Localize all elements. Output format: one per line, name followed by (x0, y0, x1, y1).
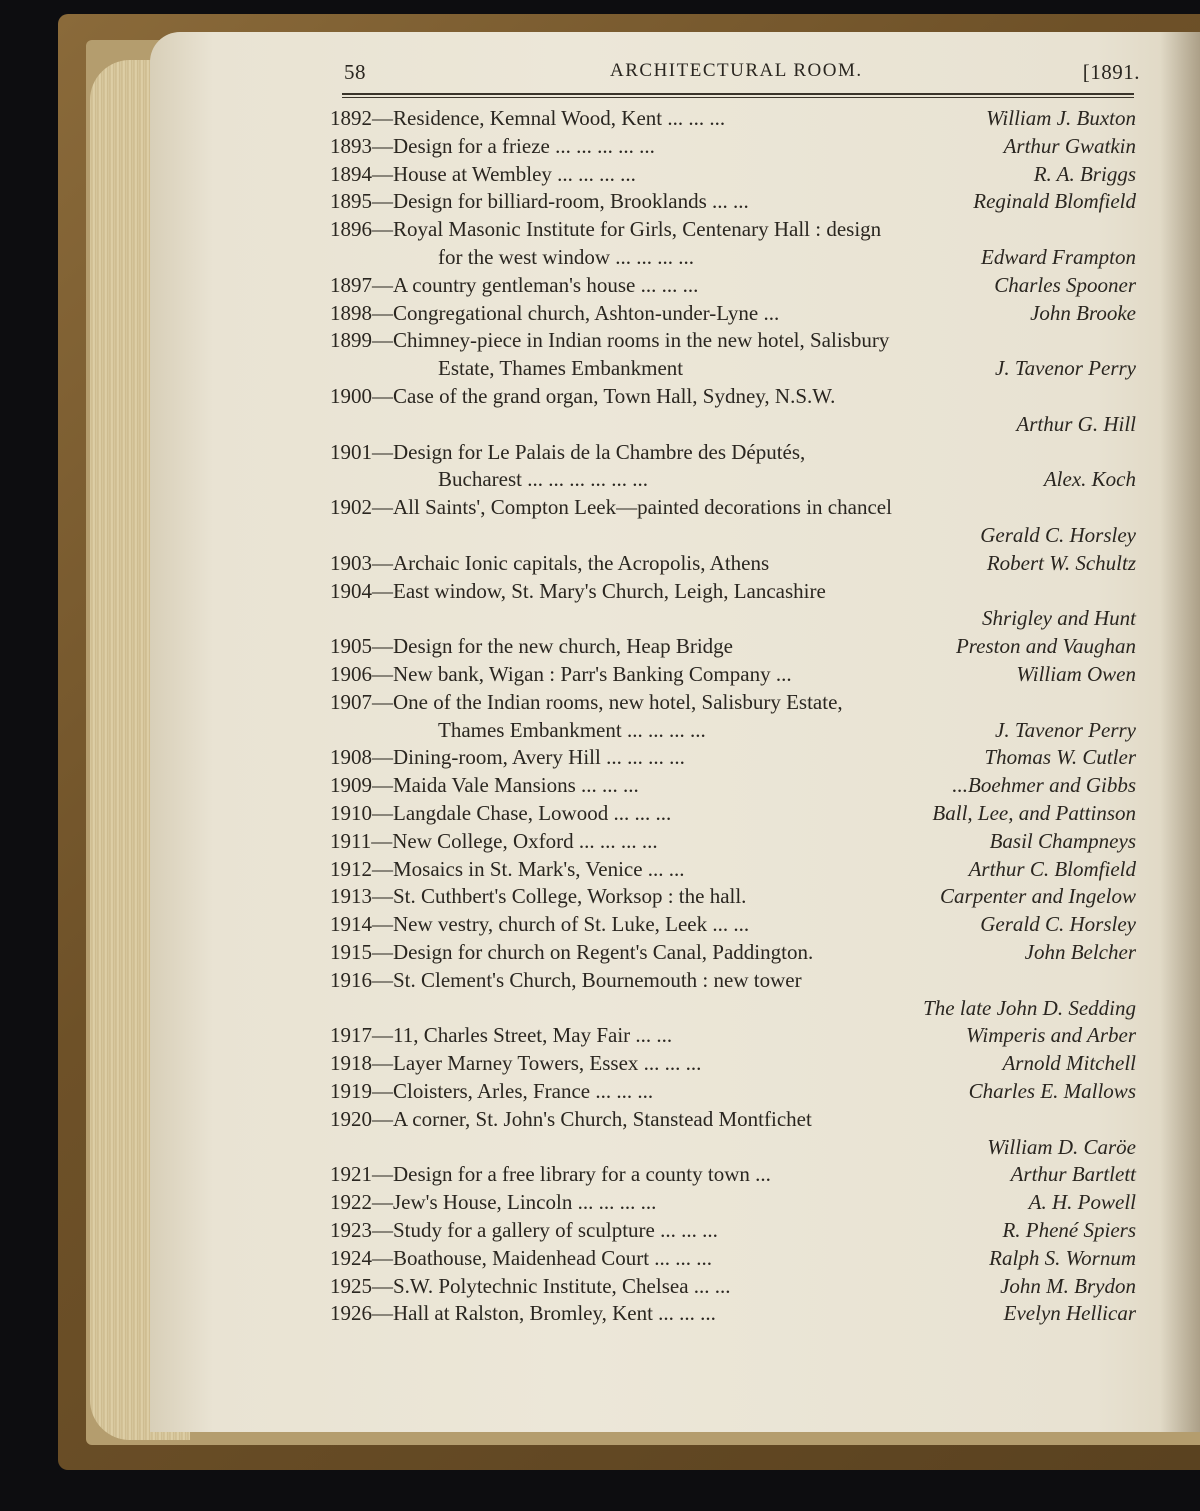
entry-title: 1926—Hall at Ralston, Bromley, Kent ... ... ... (330, 1301, 716, 1326)
entry-author: Arthur C. Blomfield (968, 856, 1136, 881)
entry-line (330, 799, 1136, 827)
entry-author: William Owen (1016, 662, 1136, 686)
entry-author: Preston and Vaughan (955, 634, 1136, 659)
entry-author: Alex. Koch (1043, 467, 1136, 492)
entry-line (330, 271, 1136, 299)
entry-title: 1901—Design for Le Palais de la Chambre des Députés, (330, 439, 806, 464)
entry-author: Charles E. Mallows (968, 1079, 1136, 1103)
entry-title: 1894—House at Wembley ... ... ... ... (330, 161, 636, 186)
entry-title: Thames Embankment ... ... ... ... (438, 717, 706, 742)
entry-author: Thomas W. Cutler (984, 745, 1136, 770)
entry-line (330, 1105, 1136, 1133)
entry-author: Basil Champneys (989, 828, 1136, 853)
entry-author: Robert W. Schultz (986, 550, 1136, 575)
header-rule (342, 93, 1134, 95)
entry-line (330, 660, 1136, 688)
entry-line (330, 1160, 1136, 1188)
entry-author: Ball, Lee, and Pattinson (932, 801, 1136, 825)
entry-line (330, 438, 1136, 466)
entry-title: for the west window ... ... ... ... (438, 245, 695, 269)
entry-author: William J. Buxton (986, 106, 1136, 130)
entry-line (330, 493, 1136, 521)
entry-author: Reginald Blomfield (973, 189, 1136, 214)
entry-line (330, 160, 1136, 188)
entry-line (330, 465, 1136, 493)
entry-author: Wimperis and Arber (966, 1023, 1136, 1048)
entry-title: 1914—New vestry, church of St. Luke, Leek ... ... (330, 912, 750, 937)
entry-line (330, 1188, 1136, 1216)
entry-line (330, 688, 1136, 716)
entry-author: Shrigley and Hunt (982, 606, 1136, 631)
entry-author: A. H. Powell (1028, 1190, 1136, 1215)
entry-title: 1895—Design for billiard-room, Brooklands ... ... (330, 189, 749, 214)
entry-line (330, 1216, 1136, 1244)
entry-title: 1907—One of the Indian rooms, new hotel, Salisbury Estate, (330, 689, 843, 714)
entry-title: 1911—New College, Oxford ... ... ... ... (330, 828, 658, 853)
entry-author: Gerald C. Horsley (980, 912, 1136, 937)
entry-title: 1892—Residence, Kemnal Wood, Kent ... ... ... (330, 106, 726, 130)
entry-line (330, 1049, 1136, 1077)
entry-line (330, 910, 1136, 938)
entry-line (330, 855, 1136, 883)
entry-author: Arnold Mitchell (1002, 1051, 1136, 1076)
entry-author: J. Tavenor Perry (995, 717, 1136, 742)
entry-line (330, 243, 1136, 271)
entry-line (330, 354, 1136, 382)
header-year: [1891. (1082, 60, 1140, 84)
entry-title: 1916—St. Clement's Church, Bournemouth : new tower (330, 967, 802, 992)
entry-author: John Belcher (1024, 940, 1136, 964)
entry-title: 1917—11, Charles Street, May Fair ... ... (330, 1023, 673, 1048)
entry-line (330, 326, 1136, 354)
entry-author: ...Boehmer and Gibbs (952, 773, 1136, 798)
entry-line (330, 743, 1136, 771)
entry-title: 1905—Design for the new church, Heap Bridge (330, 634, 733, 659)
entry-title: 1915—Design for church on Regent's Canal, Paddington. (330, 940, 814, 964)
entry-title: 1899—Chimney-piece in Indian rooms in the new hotel, Salisbury (330, 328, 890, 353)
entry-line (330, 632, 1136, 660)
entry-author: Evelyn Hellicar (1003, 1301, 1136, 1326)
entry-author: John M. Brydon (1000, 1273, 1136, 1298)
entry-line (330, 1272, 1136, 1300)
entry-title: 1900—Case of the grand organ, Town Hall, Sydney, N.S.W. (330, 384, 836, 408)
entry-title: 1903—Archaic Ionic capitals, the Acropolis, Athens (330, 550, 770, 575)
entry-line (330, 549, 1136, 577)
entry-title: 1923—Study for a gallery of sculpture ... ... ... (330, 1218, 718, 1242)
entry-title: 1909—Maida Vale Mansions ... ... ... (330, 773, 639, 798)
entry-title: Estate, Thames Embankment (438, 356, 684, 381)
entry-line (330, 187, 1136, 215)
entry-line (330, 1021, 1136, 1049)
entry-line (330, 1244, 1136, 1272)
entry-line (330, 882, 1136, 910)
entry-line (330, 966, 1136, 994)
entry-title: Bucharest ... ... ... ... ... ... (438, 467, 648, 492)
entry-line (330, 1299, 1136, 1327)
entry-title: 1902—All Saints', Compton Leek—painted decorations in chancel (330, 495, 892, 520)
entry-author: R. Phené Spiers (1002, 1218, 1136, 1242)
entry-line (330, 771, 1136, 799)
entry-title: 1919—Cloisters, Arles, France ... ... ... (330, 1079, 654, 1103)
entry-author: William D. Caröe (987, 1134, 1136, 1159)
entry-title: 1920—A corner, St. John's Church, Stanstead Montfichet (330, 1106, 812, 1131)
entry-author: John Brooke (1030, 300, 1136, 325)
entry-line (330, 410, 1136, 438)
entry-title: 1918—Layer Marney Towers, Essex ... ... ... (330, 1051, 702, 1076)
entry-title: 1910—Langdale Chase, Lowood ... ... ... (330, 801, 672, 825)
entry-line (330, 521, 1136, 549)
entry-line (330, 604, 1136, 632)
entry-author: J. Tavenor Perry (995, 356, 1136, 381)
entry-title: 1913—St. Cuthbert's College, Worksop : the hall. (330, 884, 747, 909)
running-title: ARCHITECTURAL ROOM. (610, 60, 863, 81)
entry-line (330, 299, 1136, 327)
entry-author: Carpenter and Ingelow (940, 884, 1136, 909)
entry-title: 1912—Mosaics in St. Mark's, Venice ... ... (330, 856, 685, 881)
entry-title: 1896—Royal Masonic Institute for Girls, Centenary Hall : design (330, 217, 882, 242)
entry-line (330, 938, 1136, 966)
entry-line (330, 132, 1136, 160)
entry-line (330, 716, 1136, 744)
entry-author: R. A. Briggs (1033, 161, 1136, 186)
entry-title: 1897—A country gentleman's house ... ... ... (330, 272, 699, 297)
entry-title: 1924—Boathouse, Maidenhead Court ... ... ... (330, 1245, 713, 1270)
entry-author: Arthur G. Hill (1016, 411, 1136, 436)
entry-title: 1922—Jew's House, Lincoln ... ... ... ... (330, 1190, 657, 1215)
entry-title: 1906—New bank, Wigan : Parr's Banking Company ... (330, 662, 792, 686)
entry-line (330, 577, 1136, 605)
entry-author: The late John D. Sedding (923, 995, 1136, 1020)
entry-line (330, 827, 1136, 855)
header-rule-thin (342, 97, 1134, 98)
entry-title: 1908—Dining-room, Avery Hill ... ... ... ... (330, 745, 685, 770)
entry-line (330, 104, 1136, 132)
entry-title: 1904—East window, St. Mary's Church, Leigh, Lancashire (330, 578, 826, 603)
entry-title: 1925—S.W. Polytechnic Institute, Chelsea ... ... (330, 1273, 731, 1298)
entry-author: Edward Frampton (981, 245, 1136, 269)
entry-line (330, 382, 1136, 410)
entry-title: 1898—Congregational church, Ashton-under-Lyne ... (330, 300, 780, 325)
entry-title: 1921—Design for a free library for a county town ... (330, 1162, 771, 1187)
entry-author: Ralph S. Wornum (989, 1245, 1136, 1270)
page-number: 58 (344, 60, 366, 84)
entry-line (330, 1077, 1136, 1105)
entry-author: Arthur Gwatkin (1003, 133, 1136, 158)
entry-author: Gerald C. Horsley (980, 523, 1136, 547)
entry-line (330, 1133, 1136, 1161)
entry-title: 1893—Design for a frieze ... ... ... ... ... (330, 133, 655, 158)
entry-author: Arthur Bartlett (1010, 1162, 1136, 1187)
entry-line (330, 994, 1136, 1022)
entry-author: Charles Spooner (994, 272, 1136, 297)
entry-line (330, 215, 1136, 243)
